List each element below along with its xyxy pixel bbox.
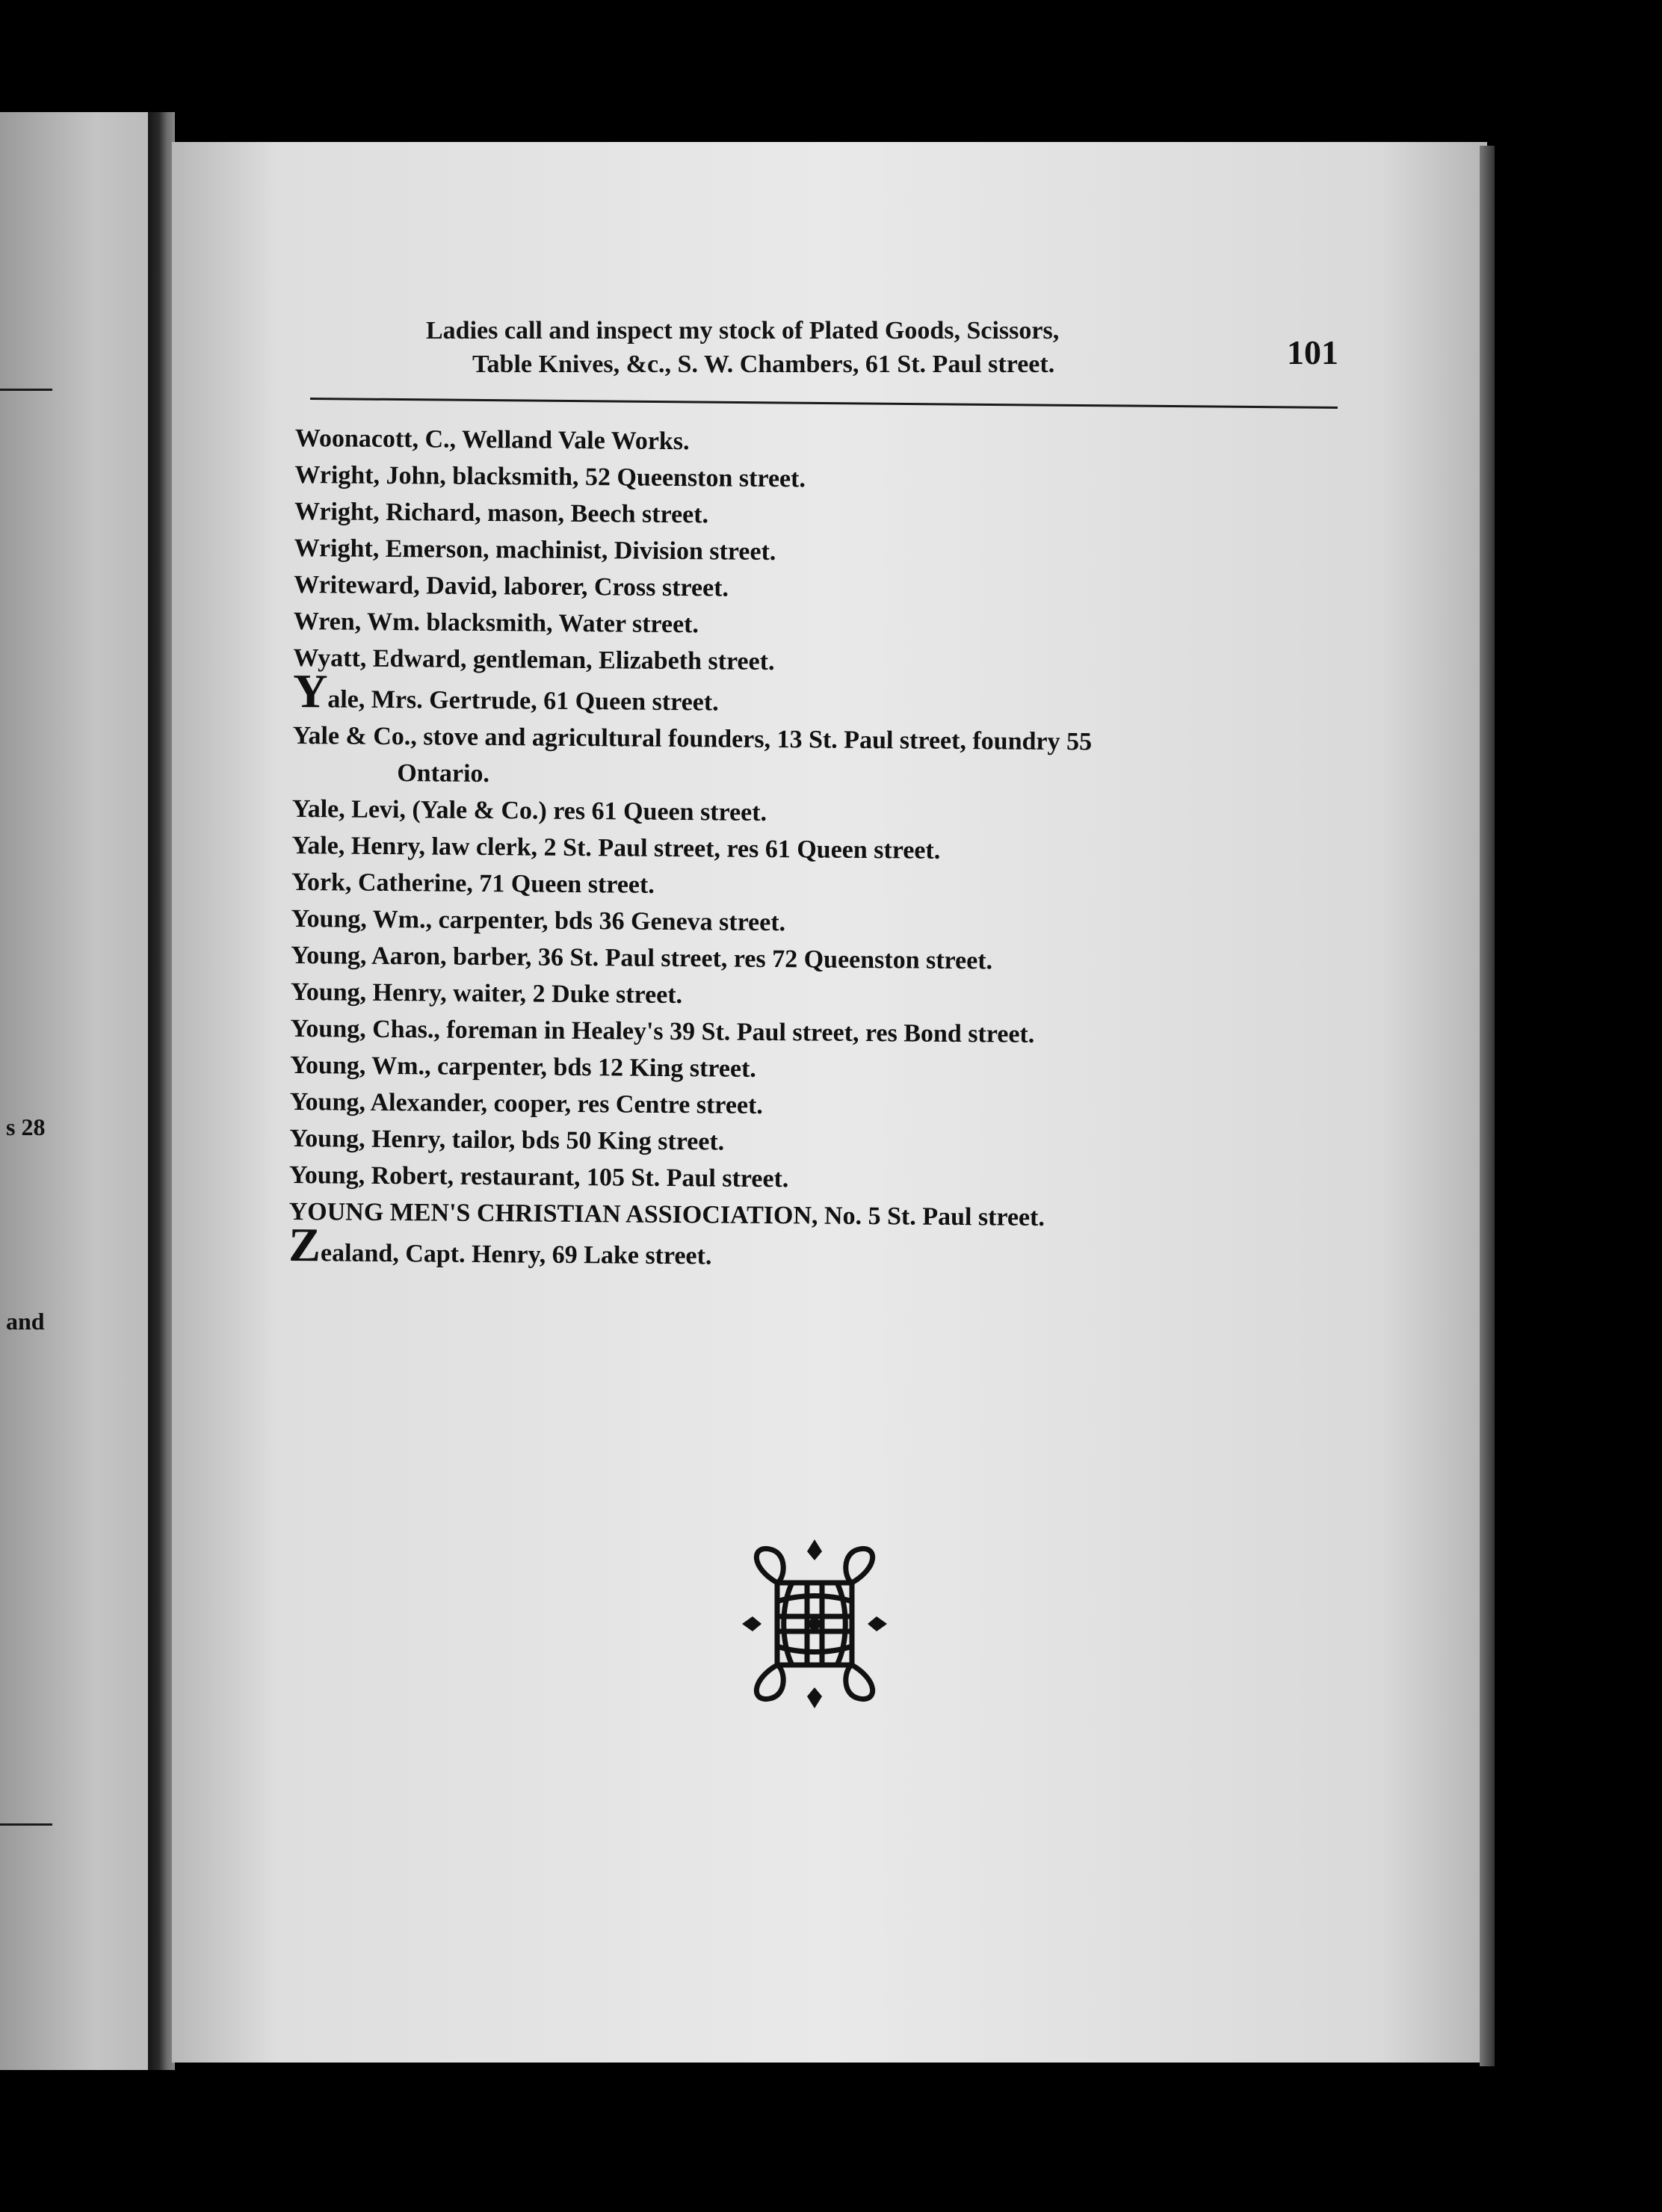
directory-entry: Yale & Co., stove and agricultural founders, 13 St. Paul street, foundry 55 Ontario. bbox=[292, 717, 1362, 799]
directory-entry: YOUNG MEN'S CHRISTIAN ASSIOCIATION, No. 5 St. Paul street. bbox=[288, 1197, 1045, 1232]
page-number: 101 bbox=[1287, 333, 1338, 371]
drop-cap: Y bbox=[292, 664, 328, 718]
directory-entry: Young, Henry, tailor, bds 50 King street. bbox=[289, 1124, 725, 1156]
directory-entry: Yale, Henry, law clerk, 2 St. Paul street, res 61 Queen street. bbox=[291, 831, 941, 865]
directory-entry: Young, Aaron, barber, 36 St. Paul street, res 72 Queenston street. bbox=[291, 941, 993, 975]
drop-cap: Z bbox=[288, 1217, 321, 1272]
header-line-2: Table Knives, &c., S. W. Chambers, 61 St. Paul street. bbox=[472, 350, 1055, 378]
directory-entry: Young, Robert, restaurant, 105 St. Paul street. bbox=[288, 1161, 789, 1193]
directory-entry: Young, Henry, waiter, 2 Duke street. bbox=[290, 977, 683, 1010]
directory-entry: Young, Alexander, cooper, res Centre street. bbox=[289, 1087, 764, 1119]
left-page bbox=[0, 112, 161, 2070]
left-page-rule bbox=[0, 1823, 52, 1826]
directory-entry: Wright, Richard, mason, Beech street. bbox=[294, 497, 709, 529]
ornament-icon bbox=[736, 1538, 893, 1710]
left-page-fragment: and bbox=[6, 1308, 45, 1335]
directory-entry: Wright, Emerson, machinist, Division street. bbox=[294, 534, 776, 566]
directory-entry: Woonacott, C., Welland Vale Works. bbox=[294, 424, 690, 456]
header-line-1: Ladies call and inspect my stock of Plated Goods, Scissors, bbox=[426, 317, 1060, 345]
left-page-rule bbox=[0, 389, 52, 391]
directory-entry: York, Catherine, 71 Queen street. bbox=[291, 868, 655, 899]
directory-entry: Wren, Wm. blacksmith, Water street. bbox=[293, 607, 699, 639]
directory-entry: Young, Chas., foreman in Healey's 39 St. Paul street, res Bond street. bbox=[290, 1014, 1035, 1048]
directory-entry: Writeward, David, laborer, Cross street. bbox=[294, 570, 729, 602]
directory-entry: Young, Wm., carpenter, bds 12 King street. bbox=[290, 1051, 757, 1083]
directory-entry: Yale, Mrs. Gertrude, 61 Queen street. bbox=[292, 664, 719, 718]
directory-entry: Young, Wm., carpenter, bds 36 Geneva street. bbox=[291, 904, 786, 937]
running-header bbox=[426, 314, 1211, 381]
directory-entry: Zealand, Capt. Henry, 69 Lake street. bbox=[288, 1217, 712, 1272]
left-page-fragment: s 28 bbox=[6, 1113, 46, 1140]
directory-entry: Wyatt, Edward, gentleman, Elizabeth street. bbox=[293, 643, 775, 676]
page-edge bbox=[1480, 146, 1495, 2066]
book-binding bbox=[148, 112, 175, 2070]
directory-entry: Yale, Levi, (Yale & Co.) res 61 Queen street. bbox=[291, 794, 767, 827]
entry-continuation: Ontario. bbox=[397, 759, 490, 788]
directory-entry: Wright, John, blacksmith, 52 Queenston street. bbox=[294, 460, 806, 493]
directory-entries bbox=[288, 420, 1364, 1279]
